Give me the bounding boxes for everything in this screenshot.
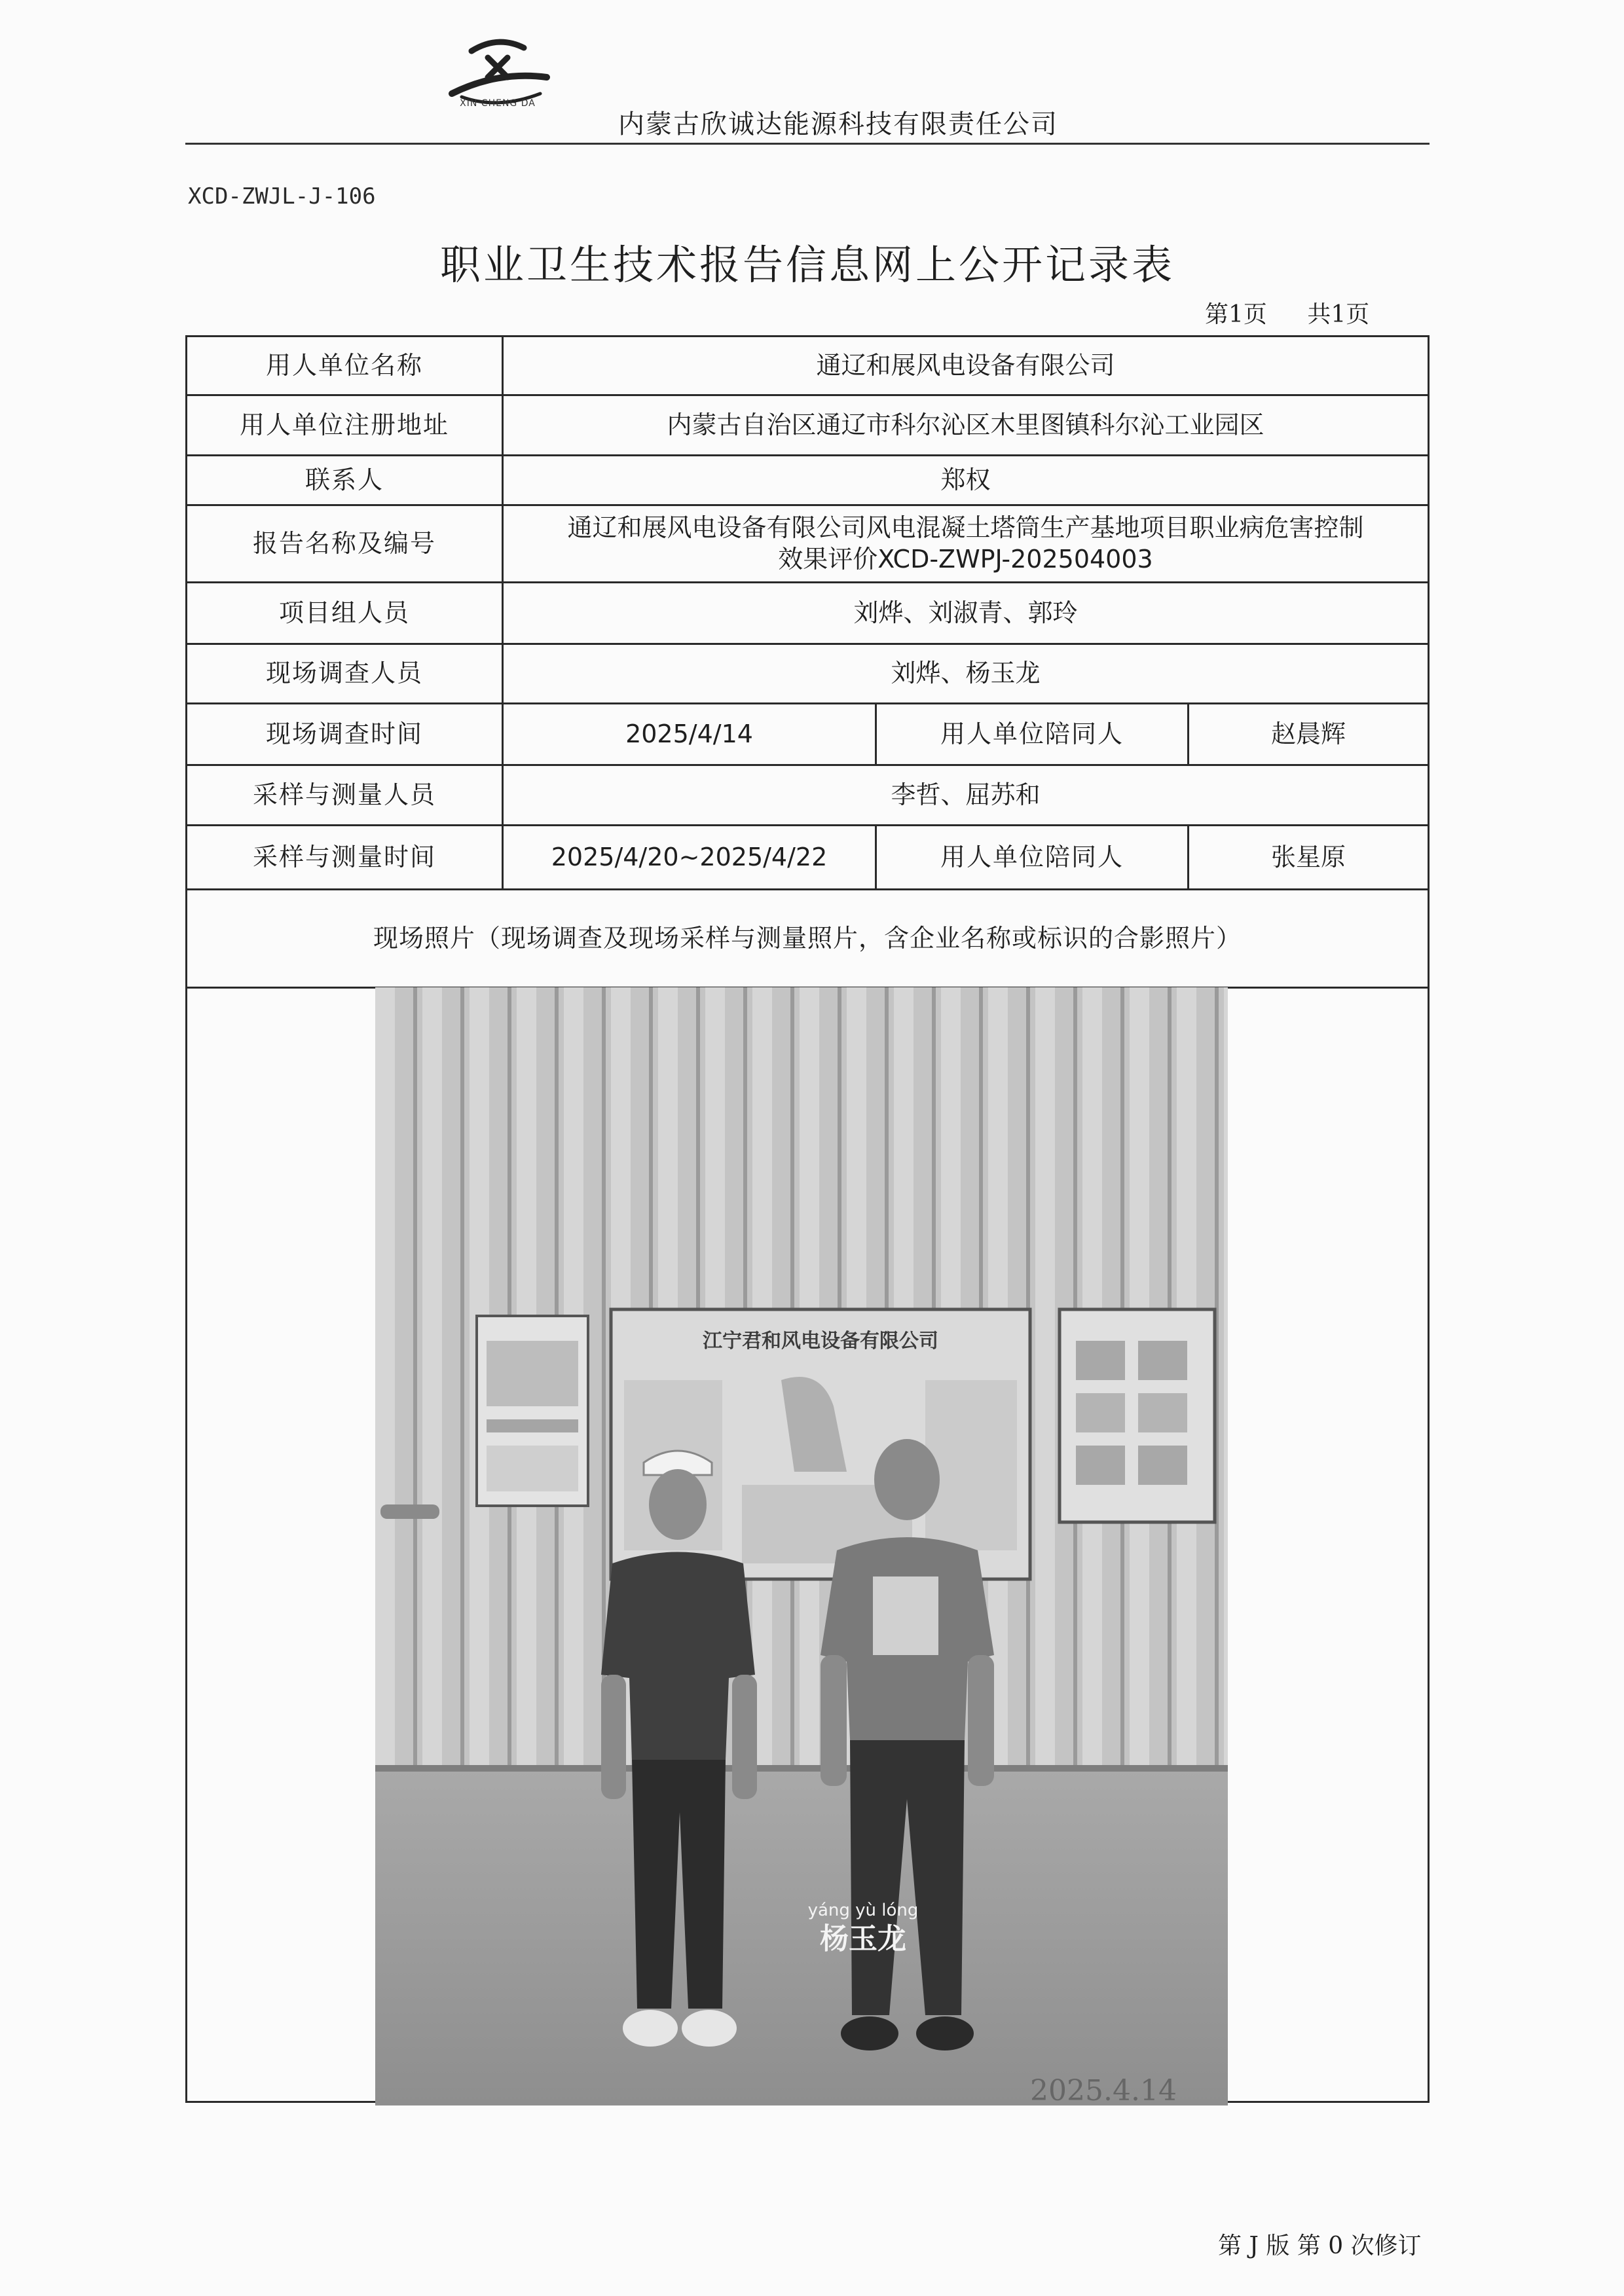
label-sampling-companion: 用人单位陪同人 [940, 842, 1124, 871]
label-survey-time: 现场调查时间 [265, 719, 423, 748]
header-divider [185, 143, 1430, 145]
door-handle [380, 1504, 439, 1519]
label-report: 报告名称及编号 [252, 528, 436, 558]
value-sampling-staff: 李哲、屈苏和 [891, 780, 1041, 809]
value-contact: 郑权 [940, 465, 991, 494]
label-project-team: 项目组人员 [278, 598, 410, 627]
photo-section-header: 现场照片（现场调查及现场采样与测量照片，含企业名称或标识的合影照片） [373, 923, 1242, 953]
row-survey-time [187, 704, 1428, 766]
document-code: XCD-ZWJL-J-106 [188, 183, 376, 210]
page-number: 第1页 [1205, 301, 1267, 328]
page-info [1205, 296, 1369, 329]
report-name-line1: 通辽和展风电设备有限公司风电混凝土塔筒生产基地项目职业病危害控制 [567, 513, 1364, 542]
row-project-team [187, 583, 1428, 645]
value-report [504, 506, 1428, 581]
value-project-team: 刘烨、刘淑青、郭玲 [853, 598, 1078, 627]
label-contact: 联系人 [304, 465, 384, 494]
revision-footer: 第 J 版 第 0 次修订 [1218, 2232, 1422, 2259]
site-photo [375, 987, 1228, 2105]
value-sampling-companion: 张星原 [1270, 842, 1346, 871]
company-name: 内蒙古欣诚达能源科技有限责任公司 [618, 109, 1058, 139]
label-employer-name: 用人单位名称 [265, 350, 423, 380]
row-survey-staff [187, 645, 1428, 704]
value-survey-staff: 刘烨、杨玉龙 [891, 659, 1041, 688]
board-title: 江宁君和风电设备有限公司 [703, 1330, 938, 1353]
label-registered-address: 用人单位注册地址 [239, 410, 449, 439]
row-employer-name [187, 337, 1428, 396]
floor [375, 1770, 1228, 2105]
photo-caption-pinyin: yáng yù lóng [807, 1901, 919, 1920]
label-survey-staff: 现场调查人员 [265, 659, 423, 688]
label-sampling-staff: 采样与测量人员 [252, 780, 436, 809]
label-sampling-time: 采样与测量时间 [252, 842, 436, 871]
document-title: 职业卫生技术报告信息网上公开记录表 [439, 241, 1175, 289]
row-contact [187, 456, 1428, 506]
logo-caption: XIN CHENG DA [460, 98, 536, 109]
row-sampling-staff [187, 766, 1428, 826]
value-survey-time: 2025/4/14 [625, 719, 753, 748]
row-sampling-time [187, 826, 1428, 890]
value-sampling-time: 2025/4/20~2025/4/22 [551, 842, 828, 871]
value-registered-address: 内蒙古自治区通辽市科尔沁区木里图镇科尔沁工业园区 [667, 410, 1264, 439]
value-employer-name: 通辽和展风电设备有限公司 [816, 350, 1115, 380]
row-photo-header [187, 890, 1428, 989]
row-registered-address [187, 396, 1428, 456]
page-total: 共1页 [1307, 301, 1370, 328]
company-logo [426, 31, 570, 130]
photo-caption-name: 杨玉龙 [820, 1922, 906, 1956]
label-survey-companion: 用人单位陪同人 [940, 719, 1124, 748]
row-report [187, 506, 1428, 583]
value-survey-companion: 赵晨辉 [1270, 719, 1346, 748]
photo-date-stamp: 2025.4.14 [1030, 2074, 1177, 2105]
report-name-line2: 效果评价XCD-ZWPJ-202504003 [778, 544, 1153, 574]
